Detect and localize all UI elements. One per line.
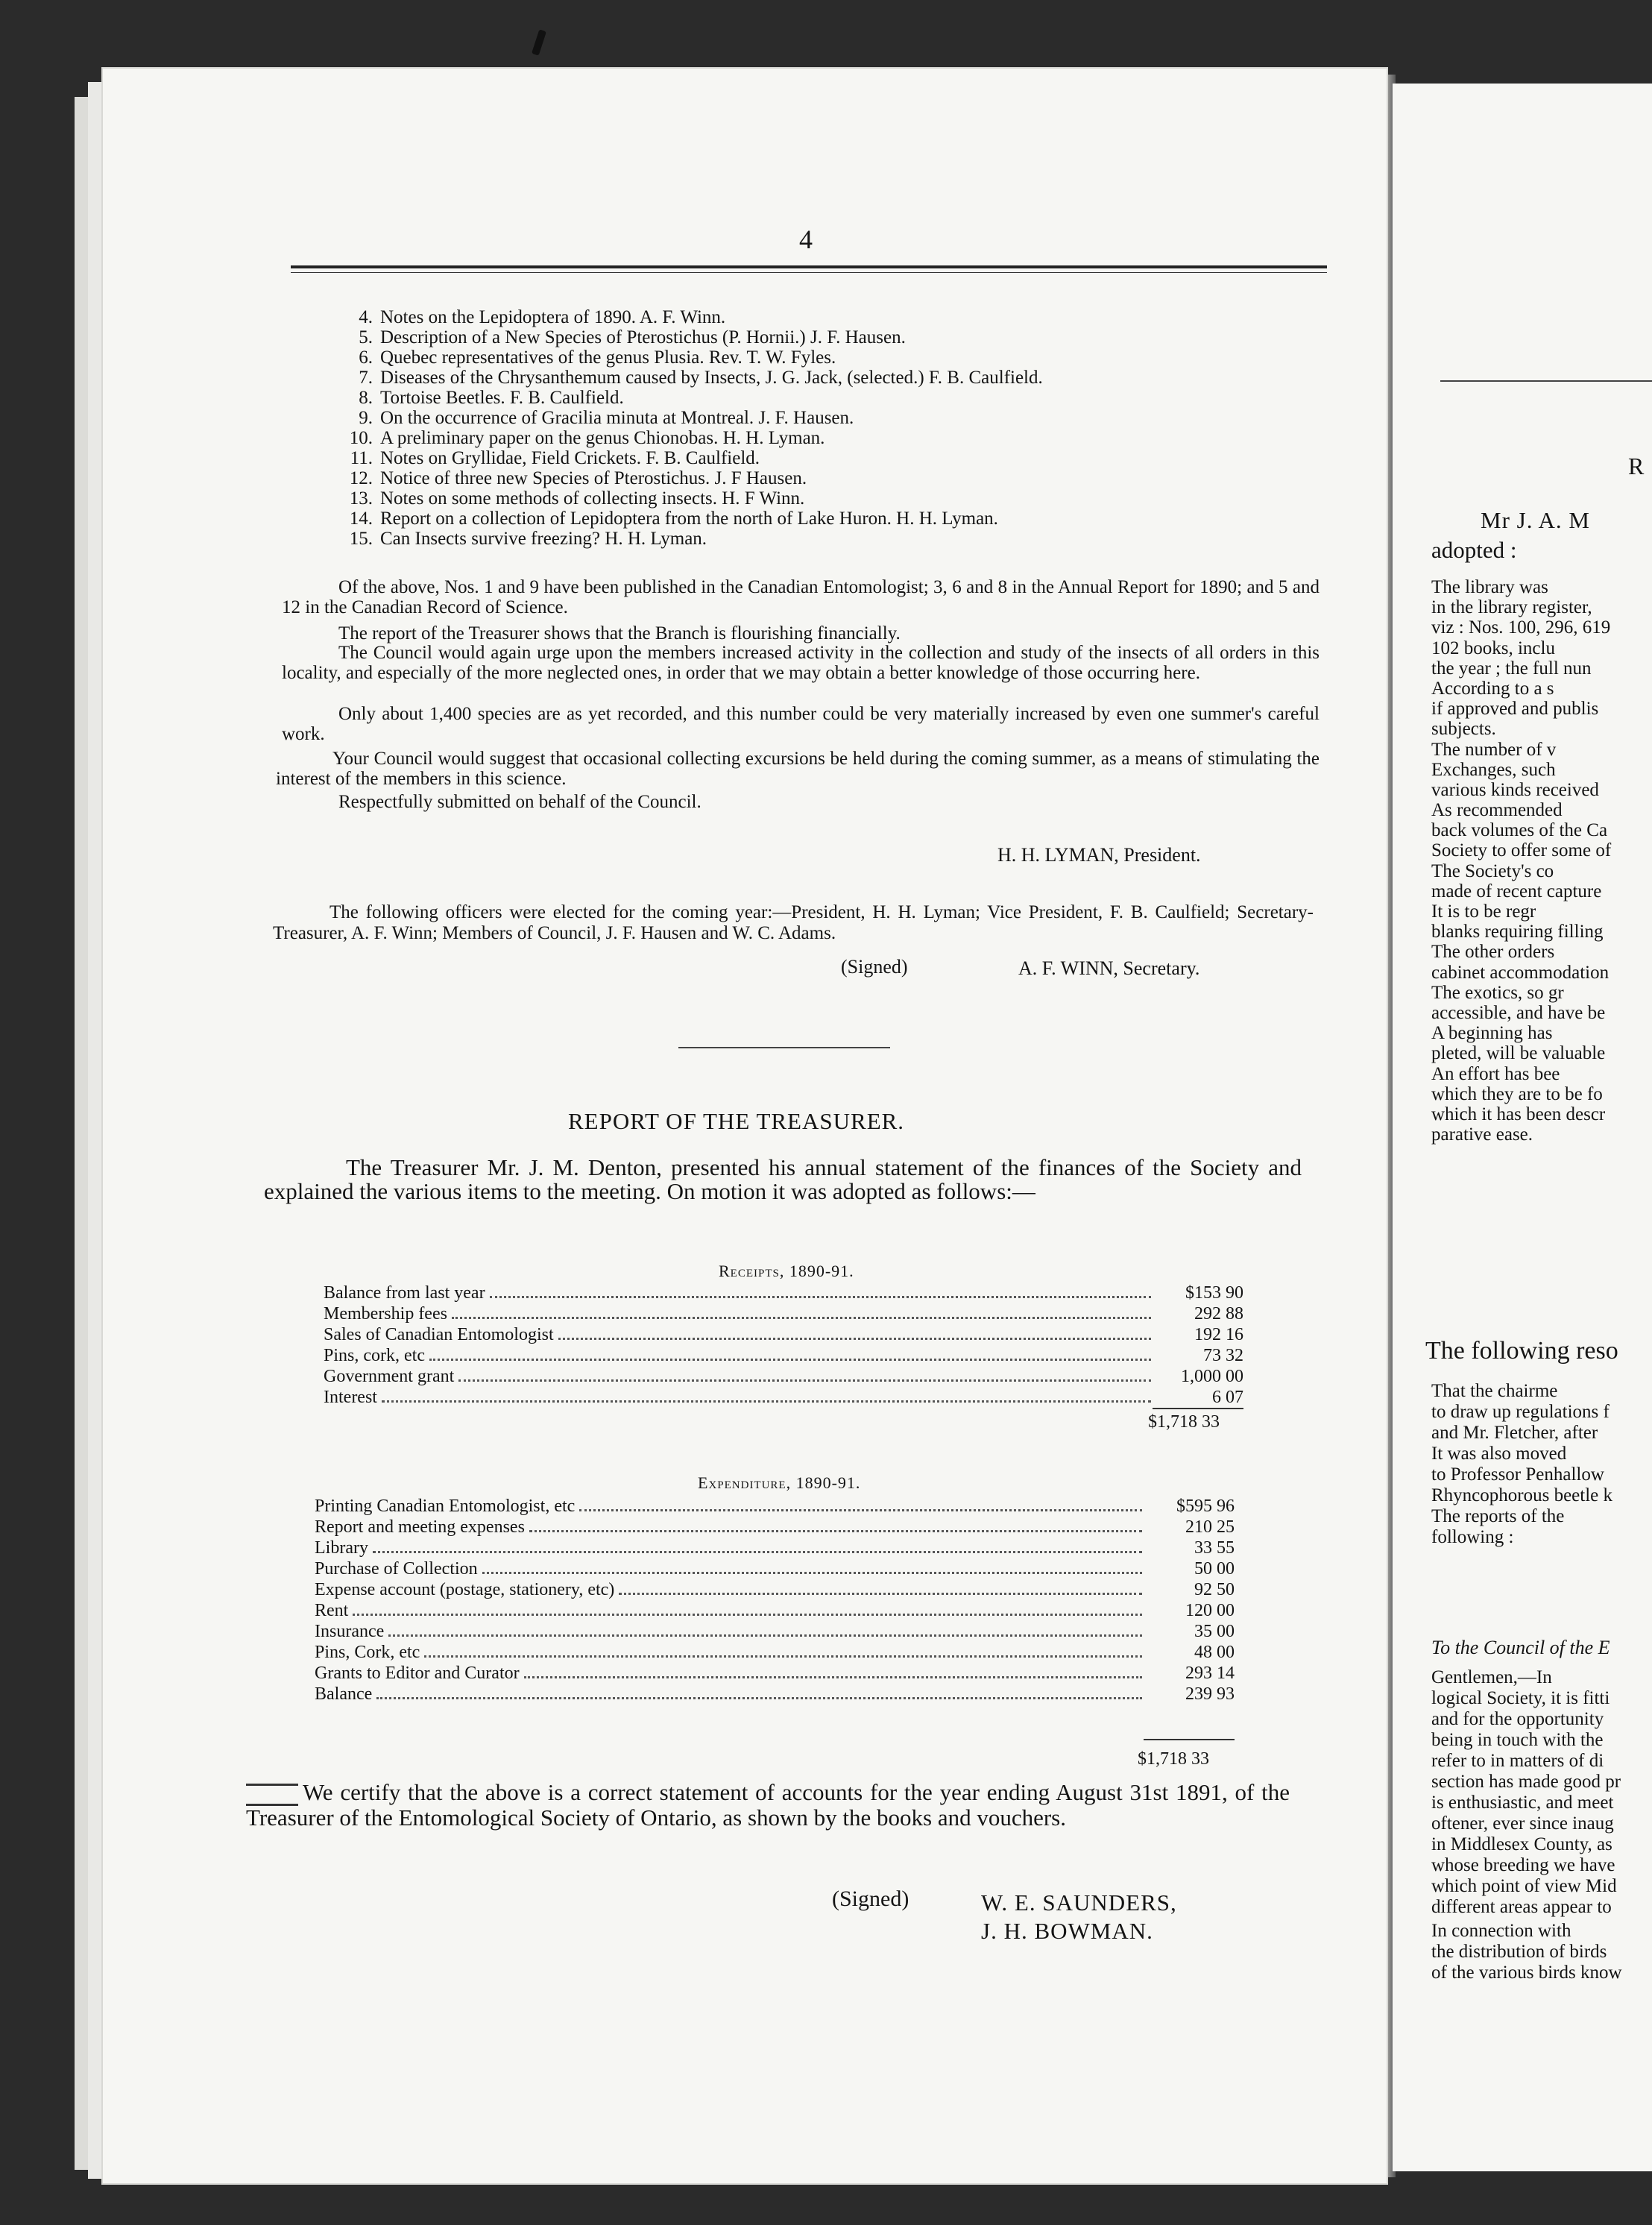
right-page-line: Society to offer some of: [1431, 840, 1612, 861]
leader-dots: [558, 1338, 1151, 1340]
paper-title: Notes on some methods of collecting insects. H. F Winn.: [380, 488, 805, 509]
paper-number: 14.: [349, 509, 373, 529]
right-page-line: following :: [1431, 1527, 1514, 1547]
paper-title: Diseases of the Chrysanthemum caused by Insects, J. G. Jack, (selected.) F. B. Caulfield.: [380, 368, 1043, 388]
receipts-row: [324, 1345, 1243, 1366]
receipts-label: Membership fees: [324, 1304, 447, 1324]
expenditure-label: Purchase of Collection: [315, 1559, 478, 1579]
expenditure-table: [315, 1496, 1235, 1705]
right-page-line: which it has been descr: [1431, 1104, 1606, 1124]
leader-dots: [579, 1509, 1142, 1511]
page-number: 4: [799, 224, 813, 254]
paper-title: Notes on Gryllidae, Field Crickets. F. B. Caulfield.: [380, 448, 760, 468]
certify-paragraph: We certify that the above is a correct statement of accounts for the year ending August 31st 1891, of the Treasurer of the Entomological Society of Ontario, as shown by the books and vouchers.: [246, 1779, 1290, 1831]
paper-number: 12.: [349, 468, 373, 488]
receipts-row: [324, 1366, 1243, 1387]
receipts-total: $1,718 33: [1148, 1412, 1220, 1432]
leader-dots: [376, 1697, 1142, 1699]
expenditure-label: Pins, Cork, etc: [315, 1643, 420, 1662]
right-page-line: As recommended: [1431, 800, 1563, 821]
receipts-amount: 192 16: [1194, 1325, 1243, 1344]
expenditure-row: [315, 1642, 1235, 1663]
leader-dots: [490, 1296, 1151, 1298]
leader-dots: [452, 1317, 1151, 1319]
expenditure-amount: 48 00: [1194, 1643, 1235, 1662]
expenditure-label: Expense account (postage, stationery, etc): [315, 1580, 615, 1599]
paper-title: Quebec representatives of the genus Plusia. Rev. T. W. Fyles.: [380, 347, 836, 368]
paper-number: 13.: [349, 488, 373, 509]
expenditure-label: Library: [315, 1538, 368, 1558]
receipts-amount: $153 90: [1185, 1283, 1243, 1303]
expenditure-amount: 50 00: [1194, 1559, 1235, 1579]
expenditure-row: [315, 1621, 1235, 1642]
right-page-line: different areas appear to: [1431, 1897, 1612, 1917]
paper-number: 6.: [359, 347, 373, 368]
receipts-amount: 292 88: [1194, 1304, 1243, 1324]
right-page-line: whose breeding we have: [1431, 1855, 1615, 1875]
paper-title: A preliminary paper on the genus Chionobas. H. H. Lyman.: [380, 428, 825, 448]
expenditure-amount: 239 93: [1185, 1684, 1235, 1704]
right-page-text-block: [1431, 1381, 1612, 1548]
paper-item: [341, 509, 1325, 529]
right-page-line: back volumes of the Ca: [1431, 820, 1608, 841]
paper-item: [341, 327, 1325, 347]
expenditure-total: $1,718 33: [1138, 1749, 1209, 1769]
excursions-paragraph: Your Council would suggest that occasional collecting excursions be held during the coming summer, as a means of stimulating the interest of the members in this science.: [276, 749, 1320, 789]
page-edge: [75, 97, 89, 2170]
right-page-line: 102 books, inclu: [1431, 638, 1555, 658]
right-page-line: the distribution of birds: [1431, 1942, 1607, 1962]
signed-label: (Signed): [841, 956, 908, 978]
right-page: [1393, 84, 1652, 2171]
expenditure-label: Printing Canadian Entomologist, etc: [315, 1497, 576, 1516]
right-page-line: which point of view Mid: [1431, 1876, 1617, 1896]
receipts-row: [324, 1387, 1243, 1408]
paper-number: 15.: [349, 529, 373, 549]
expenditure-total-rule: [1144, 1739, 1235, 1740]
right-page-line: being in touch with the: [1431, 1730, 1604, 1750]
right-page-line: the year ; the full nun: [1431, 658, 1592, 679]
expenditure-row: [315, 1600, 1235, 1621]
right-page-line: various kinds received: [1431, 779, 1599, 800]
right-page-line: The other orders: [1431, 942, 1555, 963]
scan-mark: [532, 29, 546, 55]
right-page-line: A beginning has: [1431, 1023, 1553, 1044]
expenditure-row: [315, 1517, 1235, 1538]
paper-item: [341, 468, 1325, 488]
right-page-line: accessible, and have be: [1431, 1002, 1606, 1023]
auditor-signature-1: W. E. SAUNDERS,: [981, 1889, 1177, 1916]
council-urge-paragraph: The Council would again urge upon the members increased activity in the collection and study of the insects of all orders in this locality, and especially of the more neglected ones, in order that we may obtain a better knowledge of those occurring here.: [282, 643, 1320, 683]
leader-dots: [482, 1572, 1142, 1574]
expenditure-label: Balance: [315, 1684, 373, 1704]
leader-dots: [458, 1379, 1151, 1382]
treasurer-paragraph: The Treasurer Mr. J. M. Denton, presented his annual statement of the finances of the Society and explained the various items to the meeting. On motion it was adopted as follows:—: [264, 1154, 1302, 1204]
expenditure-heading: Expenditure, 1890-91.: [698, 1473, 861, 1492]
leader-dots: [524, 1676, 1142, 1678]
paper-number: 8.: [359, 388, 373, 408]
right-page-line: if approved and publis: [1431, 699, 1599, 720]
receipts-amount: 73 32: [1203, 1346, 1243, 1365]
expenditure-row: [315, 1496, 1235, 1517]
paper-item: [341, 448, 1325, 468]
expenditure-label: Report and meeting expenses: [315, 1517, 525, 1537]
right-page-line: to Professor Penhallow: [1431, 1464, 1604, 1485]
expenditure-amount: 293 14: [1185, 1664, 1235, 1683]
receipts-row: [324, 1303, 1243, 1324]
paper-item: [341, 428, 1325, 448]
expenditure-amount: 33 55: [1194, 1538, 1235, 1558]
receipts-label: Government grant: [324, 1367, 455, 1386]
submitted-paragraph: Respectfully submitted on behalf of the Council.: [338, 792, 702, 812]
header-rule: [291, 265, 1327, 268]
leader-dots: [529, 1530, 1142, 1532]
leader-dots: [353, 1614, 1142, 1616]
right-page-council-line: To the Council of the E: [1431, 1637, 1610, 1658]
right-page-line: parative ease.: [1431, 1124, 1533, 1145]
right-page-line: Rhyncophorous beetle k: [1431, 1485, 1613, 1505]
paper-item: [341, 368, 1325, 388]
receipts-heading: Receipts, 1890-91.: [719, 1262, 854, 1280]
right-page-line: oftener, ever since inaug: [1431, 1813, 1614, 1834]
right-page-line: subjects.: [1431, 719, 1496, 740]
expenditure-row: [315, 1663, 1235, 1684]
expenditure-amount: 120 00: [1185, 1601, 1235, 1620]
receipts-label: Sales of Canadian Entomologist: [324, 1325, 554, 1344]
section-divider: [678, 1047, 890, 1048]
paper-title: Notes on the Lepidoptera of 1890. A. F. Winn.: [380, 307, 726, 327]
right-page-line: It was also moved: [1431, 1444, 1567, 1464]
header-rule-thin: [291, 272, 1327, 273]
right-page-line: logical Society, it is fitti: [1431, 1688, 1610, 1708]
right-page-line: blanks requiring filling: [1431, 922, 1604, 942]
right-page-line: pleted, will be valuable: [1431, 1043, 1606, 1064]
paper-item: [341, 529, 1325, 549]
leader-dots: [424, 1655, 1142, 1658]
leader-dots: [429, 1359, 1151, 1361]
expenditure-row: [315, 1684, 1235, 1705]
right-page-line: made of recent capture: [1431, 881, 1602, 901]
auditor-signature-2: J. H. BOWMAN.: [981, 1918, 1153, 1944]
right-page-line: refer to in matters of di: [1431, 1751, 1604, 1771]
paper-item: [341, 488, 1325, 509]
receipts-label: Interest: [324, 1388, 377, 1407]
officers-paragraph: The following officers were elected for the coming year:—President, H. H. Lyman; Vice President, F. B. Caulfield; Secretary-Treasurer, A. F. Winn; Members of Council, J. F. Hausen and W. C. Adams.: [273, 902, 1314, 943]
right-page-line: in Middlesex County, as: [1431, 1834, 1612, 1854]
auditors-signed-label: (Signed): [832, 1886, 909, 1911]
receipts-label: Balance from last year: [324, 1283, 485, 1303]
right-page-adopted: adopted :: [1431, 537, 1517, 563]
right-page-line: The exotics, so gr: [1431, 982, 1564, 1003]
right-page-line: The number of v: [1431, 739, 1557, 760]
right-page-text-block: [1431, 1921, 1622, 1983]
right-page-text-block: [1431, 577, 1611, 1145]
receipts-amount: 1,000 00: [1181, 1367, 1243, 1386]
paper-title: Tortoise Beetles. F. B. Caulfield.: [380, 388, 624, 408]
leader-dots: [619, 1593, 1142, 1595]
right-page-line: is enthusiastic, and meet: [1431, 1793, 1614, 1813]
right-page-line: The library was: [1431, 577, 1548, 597]
right-page-line: Exchanges, such: [1431, 759, 1556, 780]
expenditure-label: Insurance: [315, 1622, 385, 1641]
right-page-line: The reports of the: [1431, 1506, 1565, 1526]
right-page-line: An effort has bee: [1431, 1063, 1560, 1084]
leader-dots: [388, 1634, 1142, 1637]
expenditure-amount: 35 00: [1194, 1622, 1235, 1641]
expenditure-label: Rent: [315, 1601, 349, 1620]
right-page-line: That the chairme: [1431, 1381, 1558, 1401]
published-paragraph: Of the above, Nos. 1 and 9 have been published in the Canadian Entomologist; 3, 6 and 8 in the Annual Report for 1890; and 5 and 12 in the Canadian Record of Science.: [282, 577, 1320, 617]
expenditure-row: [315, 1558, 1235, 1579]
expenditure-label: Grants to Editor and Curator: [315, 1664, 520, 1683]
receipts-table: [324, 1283, 1243, 1408]
right-page-line: According to a s: [1431, 678, 1554, 699]
right-page-line: in the library register,: [1431, 597, 1592, 618]
expenditure-row: [315, 1538, 1235, 1558]
expenditure-amount: 210 25: [1185, 1517, 1235, 1537]
right-page-line: The Society's co: [1431, 860, 1554, 881]
paper-item: [341, 307, 1325, 327]
paper-title: Report on a collection of Lepidoptera from the north of Lake Huron. H. H. Lyman.: [380, 509, 998, 529]
right-page-mr-line: Mr J. A. M: [1481, 507, 1590, 533]
treasurer-report-paragraph: The report of the Treasurer shows that the Branch is flourishing financially.: [338, 623, 901, 643]
paper-item: [341, 388, 1325, 408]
right-page-following: The following reso: [1425, 1337, 1618, 1365]
right-page-line: It is to be regr: [1431, 901, 1536, 922]
right-page-line: of the various birds know: [1431, 1963, 1622, 1983]
right-page-heading: R: [1628, 453, 1645, 479]
receipts-total-rule: [1153, 1408, 1243, 1409]
receipts-row: [324, 1324, 1243, 1345]
expenditure-amount: 92 50: [1194, 1580, 1235, 1599]
paper-title: Notice of three new Species of Pterostichus. J. F Hausen.: [380, 468, 807, 488]
right-page-line: to draw up regulations f: [1431, 1402, 1610, 1422]
paper-item: [341, 347, 1325, 368]
leader-dots: [373, 1551, 1142, 1553]
paper-number: 10.: [349, 428, 373, 448]
paper-number: 7.: [359, 368, 373, 388]
paper-item: [341, 408, 1325, 428]
treasurer-heading: REPORT OF THE TREASURER.: [568, 1108, 905, 1134]
right-page-line: In connection with: [1431, 1921, 1571, 1941]
printer-mark: [246, 1784, 298, 1806]
paper-number: 11.: [350, 448, 373, 468]
receipts-amount: 6 07: [1212, 1388, 1243, 1407]
right-page-line: and Mr. Fletcher, after: [1431, 1423, 1598, 1443]
right-page-line: viz : Nos. 100, 296, 619: [1431, 617, 1611, 638]
paper-number: 4.: [359, 307, 373, 327]
paper-number: 5.: [359, 327, 373, 347]
right-page-line: Gentlemen,—In: [1431, 1667, 1552, 1687]
right-page-rule: [1440, 380, 1652, 382]
receipts-row: [324, 1283, 1243, 1303]
expenditure-row: [315, 1579, 1235, 1600]
president-signature: H. H. LYMAN, President.: [997, 844, 1201, 866]
secretary-signature: A. F. WINN, Secretary.: [1018, 957, 1200, 979]
papers-list: [341, 307, 1325, 549]
paper-title: Description of a New Species of Pterostichus (P. Hornii.) J. F. Hausen.: [380, 327, 906, 347]
leader-dots: [382, 1400, 1151, 1403]
right-page-text-block: [1431, 1667, 1621, 1918]
expenditure-amount: $595 96: [1176, 1497, 1235, 1516]
paper-number: 9.: [359, 408, 373, 428]
right-page-line: and for the opportunity: [1431, 1709, 1604, 1729]
right-page-line: section has made good pr: [1431, 1772, 1621, 1792]
receipts-label: Pins, cork, etc: [324, 1346, 425, 1365]
species-paragraph: Only about 1,400 species are as yet recorded, and this number could be very materially increased by even one summer's careful work.: [282, 704, 1320, 744]
paper-title: Can Insects survive freezing? H. H. Lyman.: [380, 529, 707, 549]
right-page-line: which they are to be fo: [1431, 1083, 1603, 1104]
paper-title: On the occurrence of Gracilia minuta at Montreal. J. F. Hausen.: [380, 408, 854, 428]
right-page-line: cabinet accommodation: [1431, 962, 1610, 983]
